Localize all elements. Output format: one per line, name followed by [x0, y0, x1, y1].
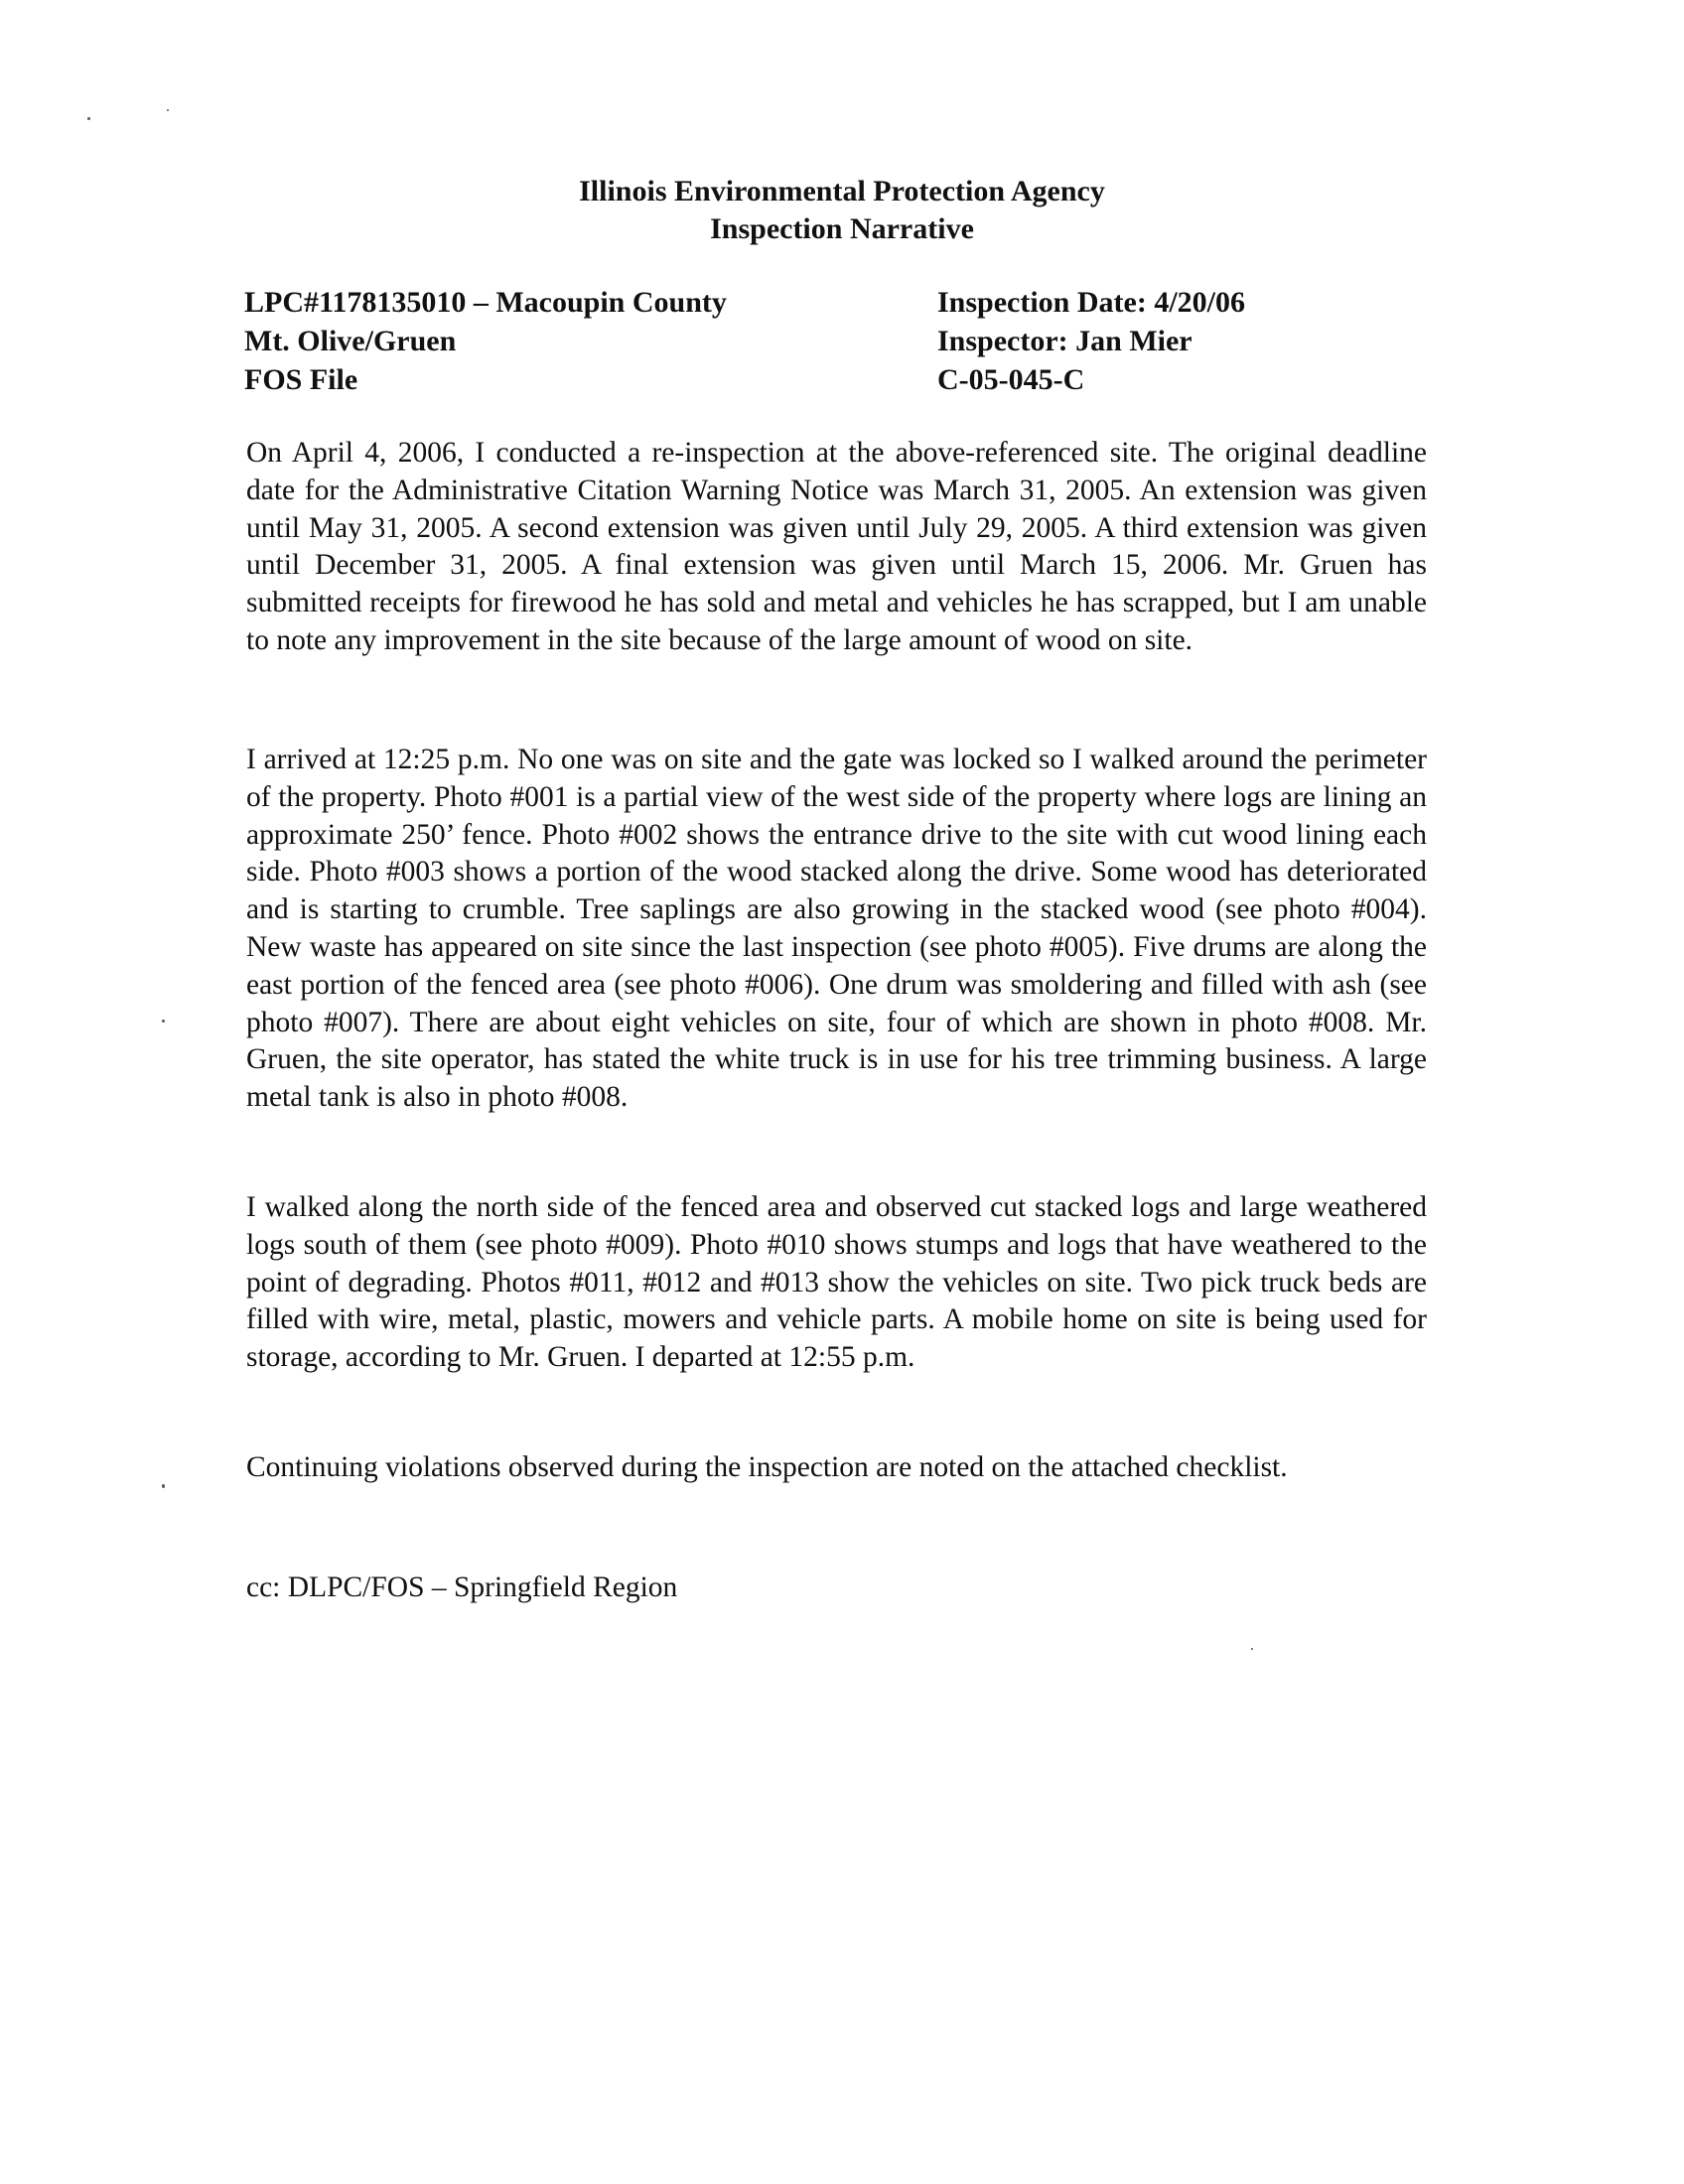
inspection-date: Inspection Date: 4/20/06	[937, 286, 1245, 319]
cc-line: cc: DLPC/FOS – Springfield Region	[246, 1571, 678, 1603]
case-number: C-05-045-C	[937, 363, 1085, 396]
site-name: Mt. Olive/Gruen	[244, 325, 457, 357]
narrative-paragraph-1: On April 4, 2006, I conducted a re-inspection at the above-referenced site. The original deadline date for the Administrative Citation Warning Notice was March 31, 2005. An extension was given until May 31, 2005. A second extension was given until July 29, 2005. A third extension was given until December 31, 2005. A final extension was given until March 15, 2006. Mr. Gruen has submitted receipts for firewood he has sold and metal and vehicles he has scrapped, but I am unable to note any improvement in the site because of the large amount of wood on site.	[246, 437, 1427, 656]
scan-speck	[87, 117, 90, 120]
document-header	[0, 173, 1684, 248]
scan-speck	[162, 1484, 165, 1488]
scan-speck	[1251, 1648, 1253, 1650]
site-info-block	[244, 283, 727, 399]
inspector-name: Inspector: Jan Mier	[937, 325, 1193, 357]
scan-speck	[162, 1020, 165, 1023]
narrative-paragraph-4: Continuing violations observed during the inspection are noted on the attached checklist.	[246, 1451, 1288, 1483]
agency-name: Illinois Environmental Protection Agency	[579, 175, 1105, 207]
lpc-number: LPC#1178135010 – Macoupin County	[244, 286, 727, 319]
file-type: FOS File	[244, 363, 358, 396]
narrative-paragraph-3: I walked along the north side of the fenced area and observed cut stacked logs and large weathered logs south of them (see photo #009). Photo #010 shows stumps and logs that have weathered to the point of degrading. Photos #011, #012 and #013 show the vehicles on site. Two pick truck beds are filled with wire, metal, plastic, mowers and vehicle parts. A mobile home on site is being used for storage, according to Mr. Gruen. I departed at 12:55 p.m.	[246, 1191, 1427, 1374]
document-title: Inspection Narrative	[710, 212, 974, 245]
scan-speck	[167, 109, 169, 111]
narrative-paragraph-2: I arrived at 12:25 p.m. No one was on site and the gate was locked so I walked around the perimeter of the property. Photo #001 is a partial view of the west side of the property where logs are lining an approximate 250’ fence. Photo #002 shows the entrance drive to the site with cut wood lining each side. Photo #003 shows a portion of the wood stacked along the drive. Some wood has deteriorated and is starting to crumble. Tree saplings are also growing in the stacked wood (see photo #004). New waste has appeared on site since the last inspection (see photo #005). Five drums are along the east portion of the fenced area (see photo #006). One drum was smoldering and filled with ash (see photo #007). There are about eight vehicles on site, four of which are shown in photo #008. Mr. Gruen, the site operator, has stated the white truck is in use for his tree trimming business. A large metal tank is also in photo #008.	[246, 744, 1427, 1114]
inspection-info-block	[937, 283, 1245, 399]
